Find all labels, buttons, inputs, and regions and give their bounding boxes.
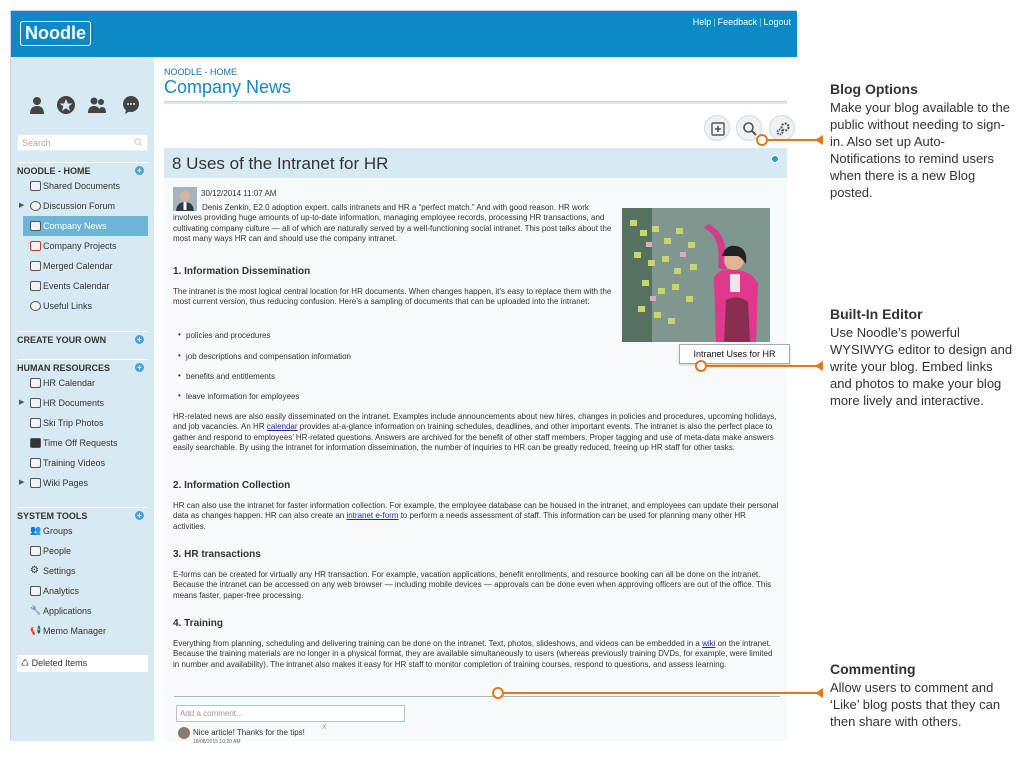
favorites-icon[interactable] xyxy=(56,95,76,115)
callout-line xyxy=(504,692,822,694)
commenter-avatar[interactable] xyxy=(178,727,190,739)
section-paragraph: HR-related news are also easily disseminated on the intranet. Examples include announcements about new hires, changes in policies and procedures, upcoming holidays, and job vacancies. An HR calendar provides at-a-glance information on training schedules, deadlines, and other important events. The intranet is also the perfect place to gather and respond to employees’ HR-related questions. Answers are archived for the benefit of other staff members. Proper tagging and use of meta-data make answers easily searchable. By using the intranet for information dissemination, the number of inquiries to HR can be greatly reduced, freeing up HR staff for other tasks. xyxy=(173,412,777,453)
logout-link[interactable]: Logout xyxy=(763,17,791,27)
sidebar-item-shared-documents[interactable]: Shared Documents xyxy=(17,176,148,196)
nav-section-system-tools xyxy=(17,507,148,641)
person-card-icon xyxy=(30,546,41,556)
sidebar-item-time-off-requests[interactable]: Time Off Requests xyxy=(17,433,148,453)
blog-options-button[interactable] xyxy=(769,115,795,141)
help-link[interactable]: Help xyxy=(692,17,712,27)
sidebar-item-ski-trip-photos[interactable]: Ski Trip Photos xyxy=(17,413,148,433)
contacts-icon[interactable] xyxy=(87,95,107,115)
comment-text: Nice article! Thanks for the tips! xyxy=(193,728,305,737)
page-title: Company News xyxy=(164,77,292,97)
main-content xyxy=(154,57,796,745)
calendar-icon xyxy=(30,378,41,388)
sidebar xyxy=(11,57,154,741)
post-header xyxy=(164,148,787,178)
quick-icons xyxy=(19,95,149,115)
annotation-text: Allow users to comment and ‘Like’ blog posts that they can then share with others. xyxy=(830,680,1001,729)
section-heading: 4. Training xyxy=(173,618,224,629)
bullet-item: • policies and procedures xyxy=(186,331,271,340)
checklist-icon xyxy=(30,241,41,251)
gear-icon: ⚙ xyxy=(30,565,39,576)
callout-marker-blog-options xyxy=(756,134,768,146)
expand-arrow-icon[interactable]: ▶ xyxy=(19,202,25,209)
sidebar-item-merged-calendar[interactable]: Merged Calendar xyxy=(17,256,148,276)
post-body xyxy=(164,178,787,745)
sidebar-item-useful-links[interactable]: Useful Links xyxy=(17,296,148,316)
nav-section-title[interactable]: HUMAN RESOURCES + xyxy=(17,359,148,373)
nav-section-title[interactable]: NOODLE - HOME + xyxy=(17,162,148,176)
feedback-link[interactable]: Feedback xyxy=(717,17,758,27)
comment-divider xyxy=(174,696,780,697)
wrench-icon: 🔧 xyxy=(30,605,42,615)
calendar-link[interactable]: calendar xyxy=(266,422,298,432)
film-icon xyxy=(30,458,41,468)
annotation-text: Make your blog available to the public without needing to sign-in. Also set up Auto-Notifications to remind users when there is a new Blog posted. xyxy=(830,100,1010,200)
noodle-logo[interactable]: Noodle xyxy=(20,21,91,46)
add-icon[interactable]: + xyxy=(135,335,144,344)
app-window xyxy=(10,10,796,745)
section-heading: 1. Information Dissemination xyxy=(173,266,311,277)
add-icon[interactable]: + xyxy=(135,363,144,372)
callout-arrow-icon xyxy=(815,135,823,145)
profile-icon[interactable] xyxy=(27,95,47,115)
comment-input[interactable]: Add a comment... xyxy=(176,705,405,722)
sidebar-item-company-projects[interactable]: Company Projects xyxy=(17,236,148,256)
sidebar-item-wiki-pages[interactable]: ▶ Wiki Pages xyxy=(17,473,148,493)
sidebar-item-settings[interactable]: ⚙ Settings xyxy=(30,565,76,576)
callout-marker-editor xyxy=(695,360,707,372)
sidebar-item-hr-calendar[interactable]: HR Calendar xyxy=(17,373,148,393)
sidebar-item-events-calendar[interactable]: Events Calendar xyxy=(17,276,148,296)
comment-timestamp: 18/08/2015 10:20 AM xyxy=(193,739,241,745)
title-divider xyxy=(164,101,787,104)
sidebar-item-training-videos[interactable]: Training Videos xyxy=(17,453,148,473)
add-box-icon xyxy=(710,121,726,137)
photo-icon xyxy=(30,418,41,428)
search-icon[interactable] xyxy=(134,138,143,147)
deleted-items-link[interactable]: ♺ Deleted Items xyxy=(17,655,148,672)
expand-arrow-icon[interactable]: ▶ xyxy=(19,399,25,406)
speech-bubble-icon xyxy=(30,201,41,211)
post-photo[interactable] xyxy=(622,208,770,342)
database-icon xyxy=(30,438,41,448)
wiki-link[interactable]: wiki xyxy=(702,639,716,648)
chart-icon xyxy=(30,586,41,596)
folder-icon xyxy=(30,398,41,408)
calendar-icon xyxy=(30,261,41,271)
section-heading: 3. HR transactions xyxy=(173,549,261,560)
group-icon: 👥 xyxy=(30,525,42,535)
add-icon[interactable]: + xyxy=(135,166,144,175)
sidebar-item-applications[interactable]: 🔧 Applications xyxy=(30,605,92,616)
add-icon[interactable]: + xyxy=(135,511,144,520)
intranet-eform-link[interactable]: intranet e-form xyxy=(346,511,399,521)
callout-line xyxy=(768,139,822,141)
section-paragraph: The intranet is the most logical central location for HR documents. When changes happen, it’s easy to replace them with the most current version, thus reducing confusion. Here’s a sampling of documents that can be uploaded into the intranet: xyxy=(173,287,612,307)
post-options-dot[interactable] xyxy=(771,155,779,163)
search-input[interactable] xyxy=(17,134,148,151)
annotation-title: Blog Options xyxy=(830,81,918,97)
breadcrumb[interactable]: NOODLE - HOME xyxy=(164,67,238,77)
home-icon xyxy=(30,478,41,488)
top-links: Help | Feedback | Logout xyxy=(692,17,791,27)
gears-icon xyxy=(775,121,791,137)
callout-arrow-icon xyxy=(815,361,823,371)
calendar-icon xyxy=(30,281,41,291)
section-paragraph: Everything from planning, scheduling and delivering training can be done on the intranet. Text, photos, slideshows, and videos can be embedded in a wiki on the intranet. Because the training materials are no longer in a physical format, they are available simultaneously to users (whereas previously training DVDs, for example, were limited in number and availability). The intranet also makes it easy for HR staff to monitor completion of training courses, respond to questions, and assess learning. xyxy=(173,639,773,669)
folder-icon xyxy=(30,181,41,191)
expand-arrow-icon[interactable]: ▶ xyxy=(19,479,25,486)
sidebar-item-hr-documents[interactable]: ▶ HR Documents xyxy=(17,393,148,413)
post-title: 8 Uses of the Intranet for HR xyxy=(172,154,389,173)
bullet-item: • job descriptions and compensation information xyxy=(186,352,351,361)
annotation-title: Commenting xyxy=(830,661,916,677)
sidebar-item-memo-manager[interactable]: 📢 Memo Manager xyxy=(30,625,107,636)
annotation-text: Use Noodle’s powerful WYSIWYG editor to design and write your blog. Embed links and photos to make your blog more lively and interactive. xyxy=(830,325,1013,408)
callout-arrow-icon xyxy=(815,688,823,698)
nav-section-title[interactable]: SYSTEM TOOLS + xyxy=(17,507,148,521)
search-icon xyxy=(742,121,758,137)
search-placeholder: Search xyxy=(22,138,51,148)
section-paragraph: E-forms can be created for virtually any HR transaction. For example, vacation applications, benefit enrollments, and resource booking can all be done on the intranet. Because the intranet can be accessed on any web browser — including mobile devices — approvals can be done even when approving officers are out of the office. This means faster, paper-free processing. xyxy=(173,570,772,600)
section-paragraph: HR can also use the intranet for faster information collection. For example, the employee database can be housed in the intranet, and employees can update their personal data as changes happen. HR can also create an intranet e-form to perform a needs assessment of staff. This information can be used for planning many other HR activities. xyxy=(173,501,779,531)
remove-comment-icon[interactable]: X xyxy=(322,724,327,731)
annotation-blog-options xyxy=(830,81,1015,201)
sidebar-item-company-news[interactable]: Company News xyxy=(23,216,148,236)
annotation-built-in-editor xyxy=(830,306,1015,409)
bullet-item: • benefits and entitlements xyxy=(186,372,275,381)
sidebar-item-discussion-forum[interactable]: ▶ Discussion Forum xyxy=(17,196,148,216)
section-heading: 2. Information Collection xyxy=(173,480,291,491)
callout-line xyxy=(707,365,822,367)
nav-section-title[interactable]: CREATE YOUR OWN + xyxy=(17,331,148,345)
sidebar-item-groups[interactable]: 👥 Groups xyxy=(30,525,73,536)
app-header xyxy=(11,11,797,57)
annotation-title: Built-In Editor xyxy=(830,306,923,322)
annotation-commenting xyxy=(830,661,1015,730)
image-caption: Intranet Uses for HR xyxy=(679,344,790,364)
post-date: 30/12/2014 11:07 AM xyxy=(201,189,277,198)
nav-section-create-your-own xyxy=(17,331,148,345)
add-post-button[interactable] xyxy=(704,115,730,141)
megaphone-icon: 📢 xyxy=(30,625,42,635)
nav-section-noodle-home xyxy=(17,162,148,316)
sidebar-item-analytics[interactable]: Analytics xyxy=(17,581,148,601)
bullet-item: • leave information for employees xyxy=(186,392,299,401)
messages-icon[interactable] xyxy=(121,95,141,115)
recycle-icon: ♺ xyxy=(21,658,30,668)
post-intro: Denis Zenkin, E2.0 adoption expert, calls intranets and HR a “perfect match.” And with good reason. HR work involves providing huge amounts of up-to-date information, managing employee records, processing HR transactions, and cultivating company culture — all of which are naturally served by a well-functioning social intranet. This post talks about the most many ways HR can and should use the company intranet. xyxy=(173,203,612,244)
link-icon xyxy=(30,301,41,311)
sidebar-item-people[interactable]: People xyxy=(17,541,148,561)
callout-marker-commenting xyxy=(492,687,504,699)
nav-section-human-resources xyxy=(17,359,148,493)
newspaper-icon xyxy=(30,221,41,231)
